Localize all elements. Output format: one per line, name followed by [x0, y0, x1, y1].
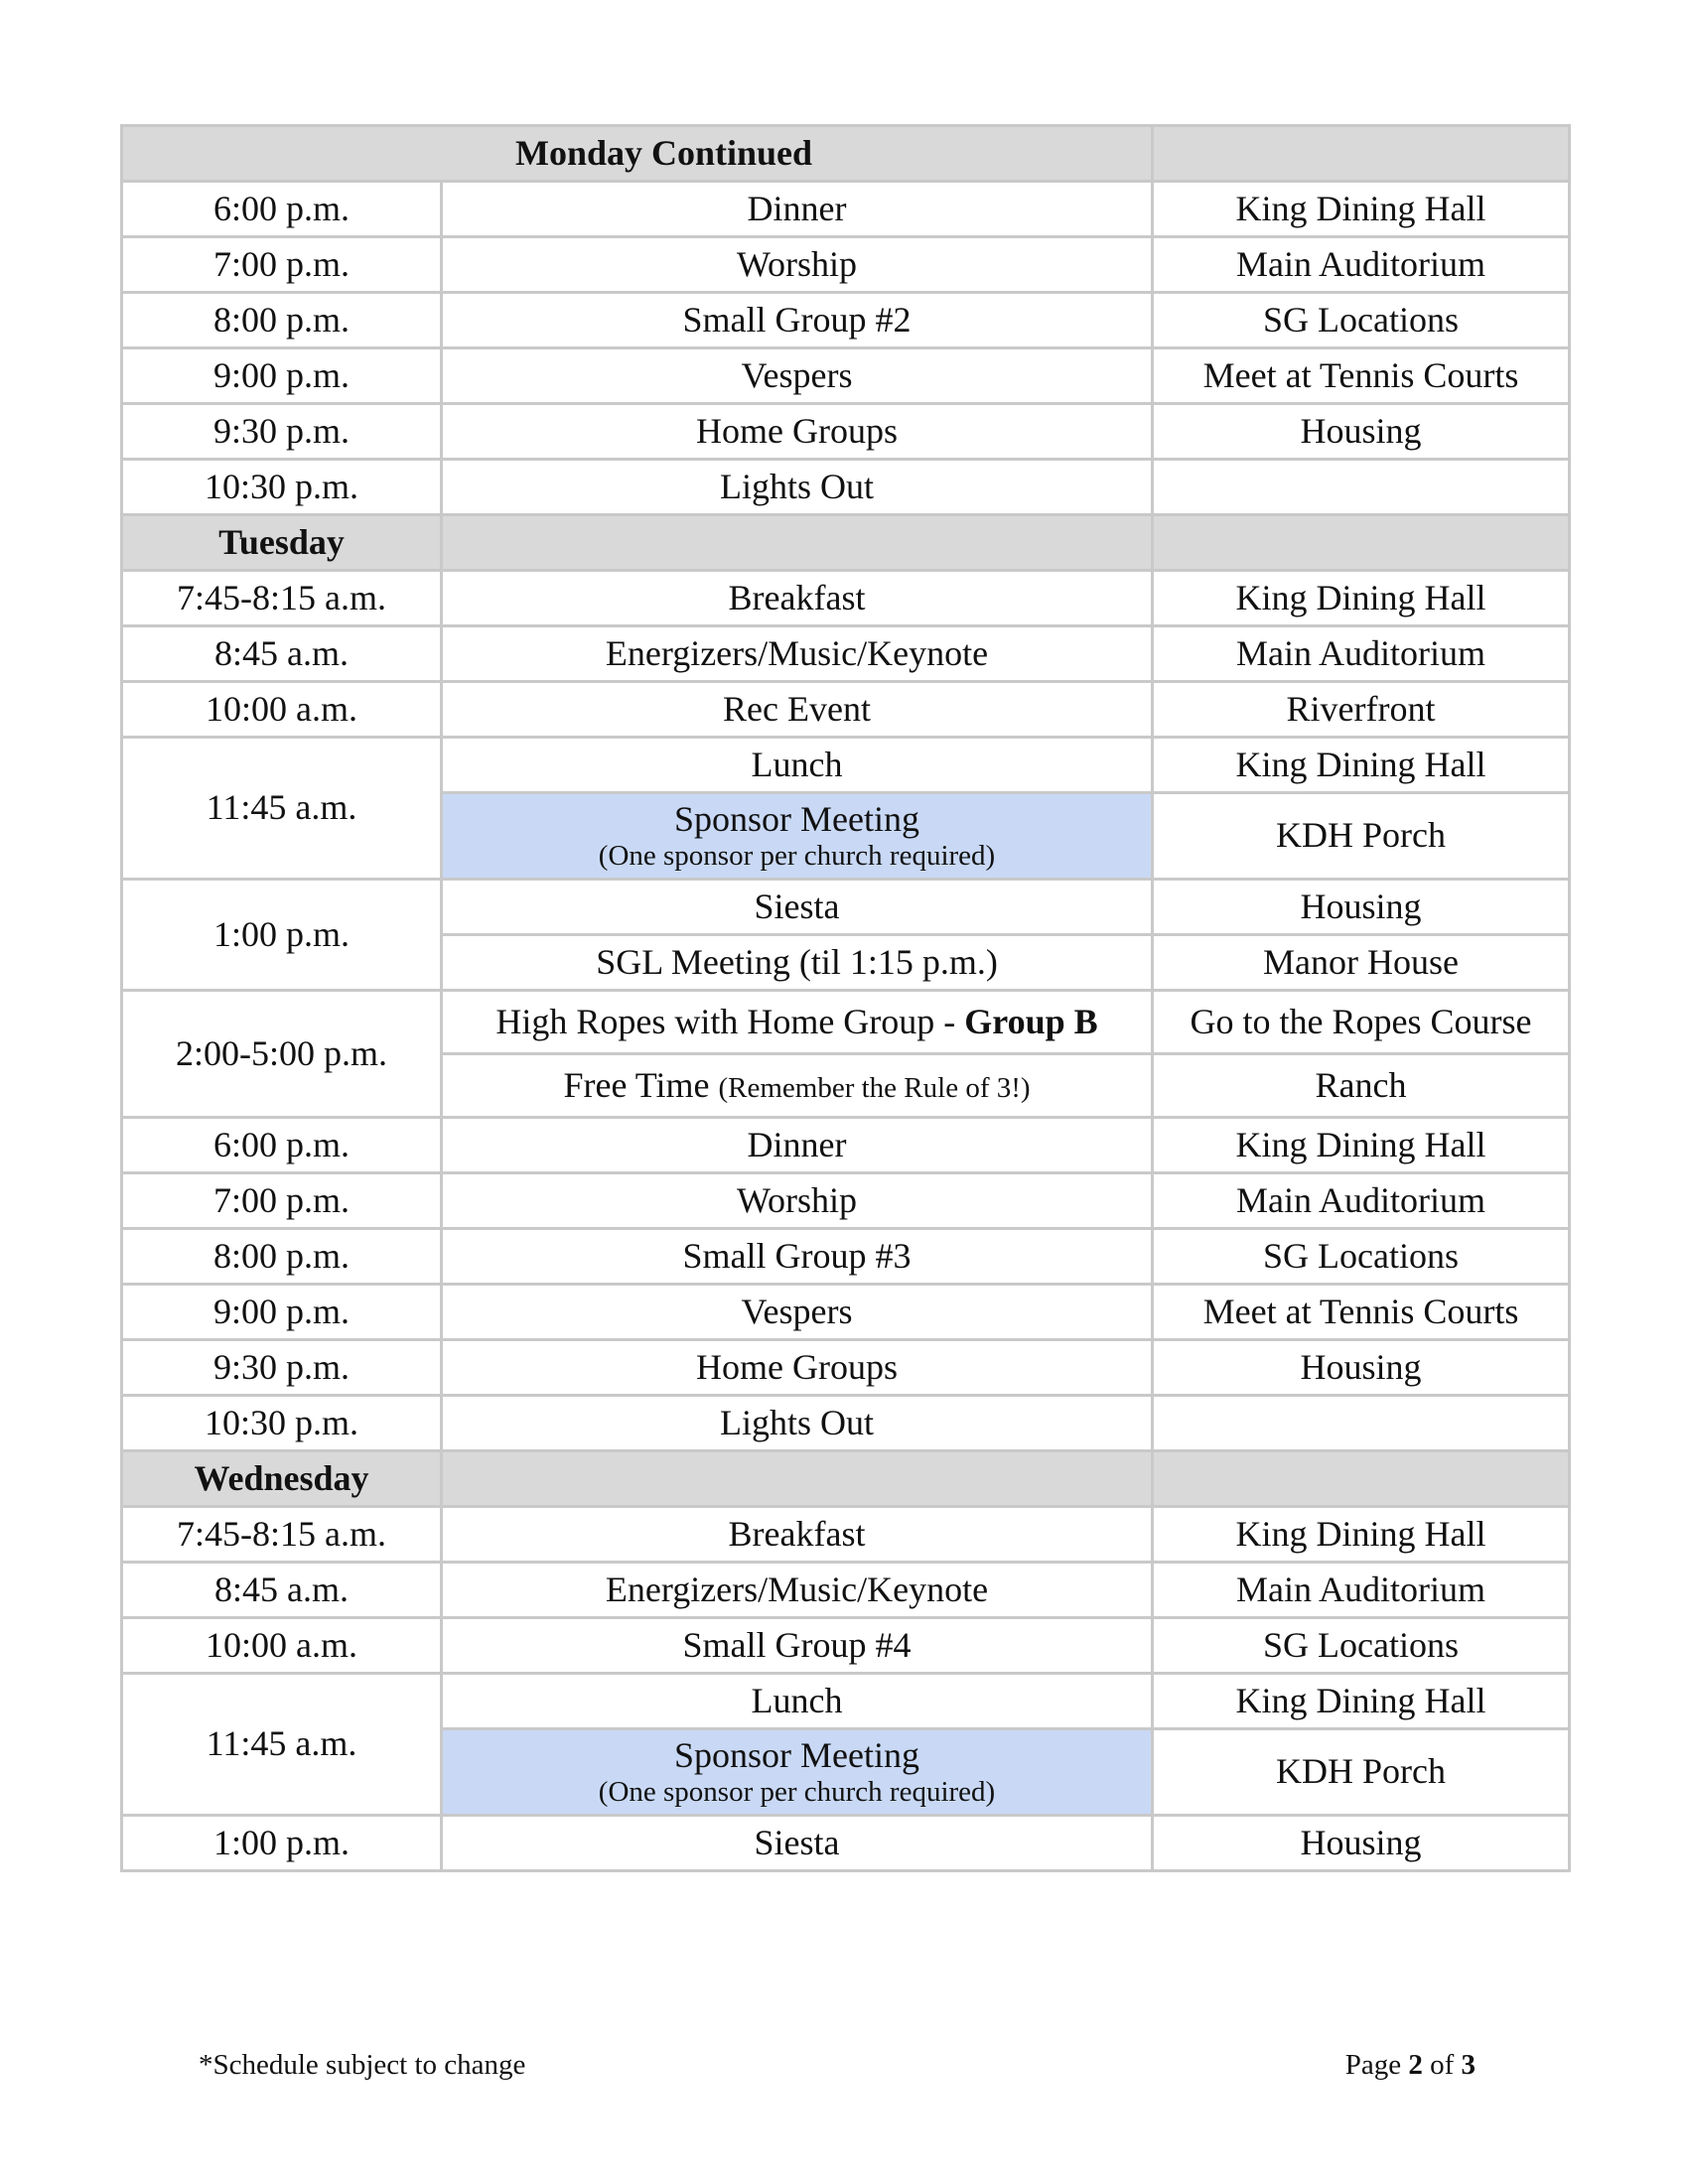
location-cell: Meet at Tennis Courts	[1153, 1285, 1570, 1340]
location-cell	[1153, 1396, 1570, 1451]
schedule-row	[122, 1507, 1570, 1563]
time-cell: 2:00-5:00 p.m.	[122, 991, 442, 1118]
event-cell: Vespers	[442, 1285, 1153, 1340]
location-cell: King Dining Hall	[1153, 571, 1570, 626]
event-label: Sponsor Meeting	[674, 798, 919, 839]
location-cell: Main Auditorium	[1153, 237, 1570, 293]
page-number	[1345, 2049, 1476, 2082]
location-cell	[1153, 460, 1570, 515]
time-cell: 9:30 p.m.	[122, 404, 442, 460]
event-cell: Lunch	[442, 1674, 1153, 1729]
day-header-empty	[1153, 126, 1570, 182]
schedule-row	[122, 1816, 1570, 1871]
location-cell: Housing	[1153, 1340, 1570, 1396]
schedule-row	[122, 1340, 1570, 1396]
schedule-row	[122, 1173, 1570, 1229]
event-label: Sponsor Meeting	[674, 1734, 919, 1775]
event-cell: Home Groups	[442, 404, 1153, 460]
schedule-row	[122, 404, 1570, 460]
event-cell: Energizers/Music/Keynote	[442, 626, 1153, 682]
location-cell: Go to the Ropes Course	[1153, 991, 1570, 1054]
time-cell: 7:45-8:15 a.m.	[122, 1507, 442, 1563]
page-current: 2	[1408, 2049, 1423, 2081]
event-cell: Small Group #2	[442, 293, 1153, 348]
event-label: Free Time	[563, 1064, 710, 1105]
event-cell: Small Group #4	[442, 1618, 1153, 1674]
time-cell: 11:45 a.m.	[122, 738, 442, 880]
location-cell: King Dining Hall	[1153, 1118, 1570, 1173]
event-cell: Lights Out	[442, 1396, 1153, 1451]
sponsor-meeting-cell	[442, 1729, 1153, 1816]
event-cell: Breakfast	[442, 571, 1153, 626]
time-cell: 6:00 p.m.	[122, 182, 442, 237]
schedule-row	[122, 626, 1570, 682]
location-cell: King Dining Hall	[1153, 182, 1570, 237]
day-header-tuesday	[122, 515, 1570, 571]
location-cell: Meet at Tennis Courts	[1153, 348, 1570, 404]
schedule-row	[122, 293, 1570, 348]
page-of: of	[1422, 2049, 1462, 2081]
event-cell	[442, 991, 1153, 1054]
day-header-empty	[1153, 515, 1570, 571]
time-cell: 8:45 a.m.	[122, 626, 442, 682]
schedule-row	[122, 1563, 1570, 1618]
event-cell	[442, 1054, 1153, 1118]
event-cell: Siesta	[442, 880, 1153, 935]
day-header-empty	[442, 515, 1153, 571]
day-title: Tuesday	[122, 515, 442, 571]
location-cell: KDH Porch	[1153, 793, 1570, 880]
event-cell: Worship	[442, 237, 1153, 293]
location-cell: King Dining Hall	[1153, 1507, 1570, 1563]
schedule-row	[122, 237, 1570, 293]
sponsor-meeting-cell	[442, 793, 1153, 880]
event-cell: Worship	[442, 1173, 1153, 1229]
location-cell: Housing	[1153, 1816, 1570, 1871]
event-cell: Dinner	[442, 1118, 1153, 1173]
location-cell: SG Locations	[1153, 293, 1570, 348]
location-cell: King Dining Hall	[1153, 738, 1570, 793]
day-header-empty	[1153, 1451, 1570, 1507]
event-cell: Lunch	[442, 738, 1153, 793]
footer-note: *Schedule subject to change	[199, 2049, 526, 2081]
event-note: (Remember the Rule of 3!)	[718, 1071, 1031, 1104]
schedule-row	[122, 1285, 1570, 1340]
time-cell: 7:00 p.m.	[122, 237, 442, 293]
location-cell: SG Locations	[1153, 1618, 1570, 1674]
schedule-row	[122, 738, 1570, 793]
time-cell: 9:00 p.m.	[122, 348, 442, 404]
event-cell: Small Group #3	[442, 1229, 1153, 1285]
time-cell: 9:30 p.m.	[122, 1340, 442, 1396]
page-total: 3	[1461, 2049, 1476, 2081]
event-cell: SGL Meeting (til 1:15 p.m.)	[442, 935, 1153, 991]
schedule-row	[122, 682, 1570, 738]
time-cell: 8:45 a.m.	[122, 1563, 442, 1618]
event-cell: Breakfast	[442, 1507, 1153, 1563]
location-cell: Main Auditorium	[1153, 1563, 1570, 1618]
location-cell: KDH Porch	[1153, 1729, 1570, 1816]
time-cell: 9:00 p.m.	[122, 1285, 442, 1340]
event-cell: Vespers	[442, 348, 1153, 404]
event-label: High Ropes with Home Group -	[495, 1001, 965, 1041]
schedule-row	[122, 571, 1570, 626]
day-header-monday	[122, 126, 1570, 182]
group-label: Group B	[964, 1001, 1098, 1041]
event-cell: Home Groups	[442, 1340, 1153, 1396]
day-title: Wednesday	[122, 1451, 442, 1507]
event-cell: Rec Event	[442, 682, 1153, 738]
time-cell: 7:00 p.m.	[122, 1173, 442, 1229]
event-cell: Dinner	[442, 182, 1153, 237]
schedule-row	[122, 460, 1570, 515]
time-cell: 1:00 p.m.	[122, 880, 442, 991]
location-cell: Main Auditorium	[1153, 626, 1570, 682]
time-cell: 7:45-8:15 a.m.	[122, 571, 442, 626]
location-cell: King Dining Hall	[1153, 1674, 1570, 1729]
day-header-empty	[442, 1451, 1153, 1507]
time-cell: 1:00 p.m.	[122, 1816, 442, 1871]
event-cell: Siesta	[442, 1816, 1153, 1871]
schedule-row	[122, 182, 1570, 237]
schedule-row	[122, 991, 1570, 1054]
schedule-row	[122, 1618, 1570, 1674]
schedule-row	[122, 1118, 1570, 1173]
location-cell: Riverfront	[1153, 682, 1570, 738]
event-note: (One sponsor per church required)	[598, 840, 996, 873]
time-cell: 11:45 a.m.	[122, 1674, 442, 1816]
event-note: (One sponsor per church required)	[598, 1776, 996, 1809]
schedule-row	[122, 1229, 1570, 1285]
location-cell: Housing	[1153, 404, 1570, 460]
time-cell: 8:00 p.m.	[122, 1229, 442, 1285]
schedule-table	[120, 124, 1571, 1872]
location-cell: SG Locations	[1153, 1229, 1570, 1285]
location-cell: Ranch	[1153, 1054, 1570, 1118]
time-cell: 10:30 p.m.	[122, 460, 442, 515]
schedule-row	[122, 348, 1570, 404]
schedule-row	[122, 880, 1570, 935]
day-header-wednesday	[122, 1451, 1570, 1507]
schedule-row	[122, 1396, 1570, 1451]
event-cell: Lights Out	[442, 460, 1153, 515]
event-cell: Energizers/Music/Keynote	[442, 1563, 1153, 1618]
location-cell: Main Auditorium	[1153, 1173, 1570, 1229]
page-prefix: Page	[1344, 2049, 1409, 2081]
location-cell: Manor House	[1153, 935, 1570, 991]
time-cell: 6:00 p.m.	[122, 1118, 442, 1173]
time-cell: 8:00 p.m.	[122, 293, 442, 348]
schedule-row	[122, 1674, 1570, 1729]
time-cell: 10:00 a.m.	[122, 682, 442, 738]
time-cell: 10:00 a.m.	[122, 1618, 442, 1674]
day-title: Monday Continued	[122, 126, 1153, 182]
location-cell: Housing	[1153, 880, 1570, 935]
time-cell: 10:30 p.m.	[122, 1396, 442, 1451]
